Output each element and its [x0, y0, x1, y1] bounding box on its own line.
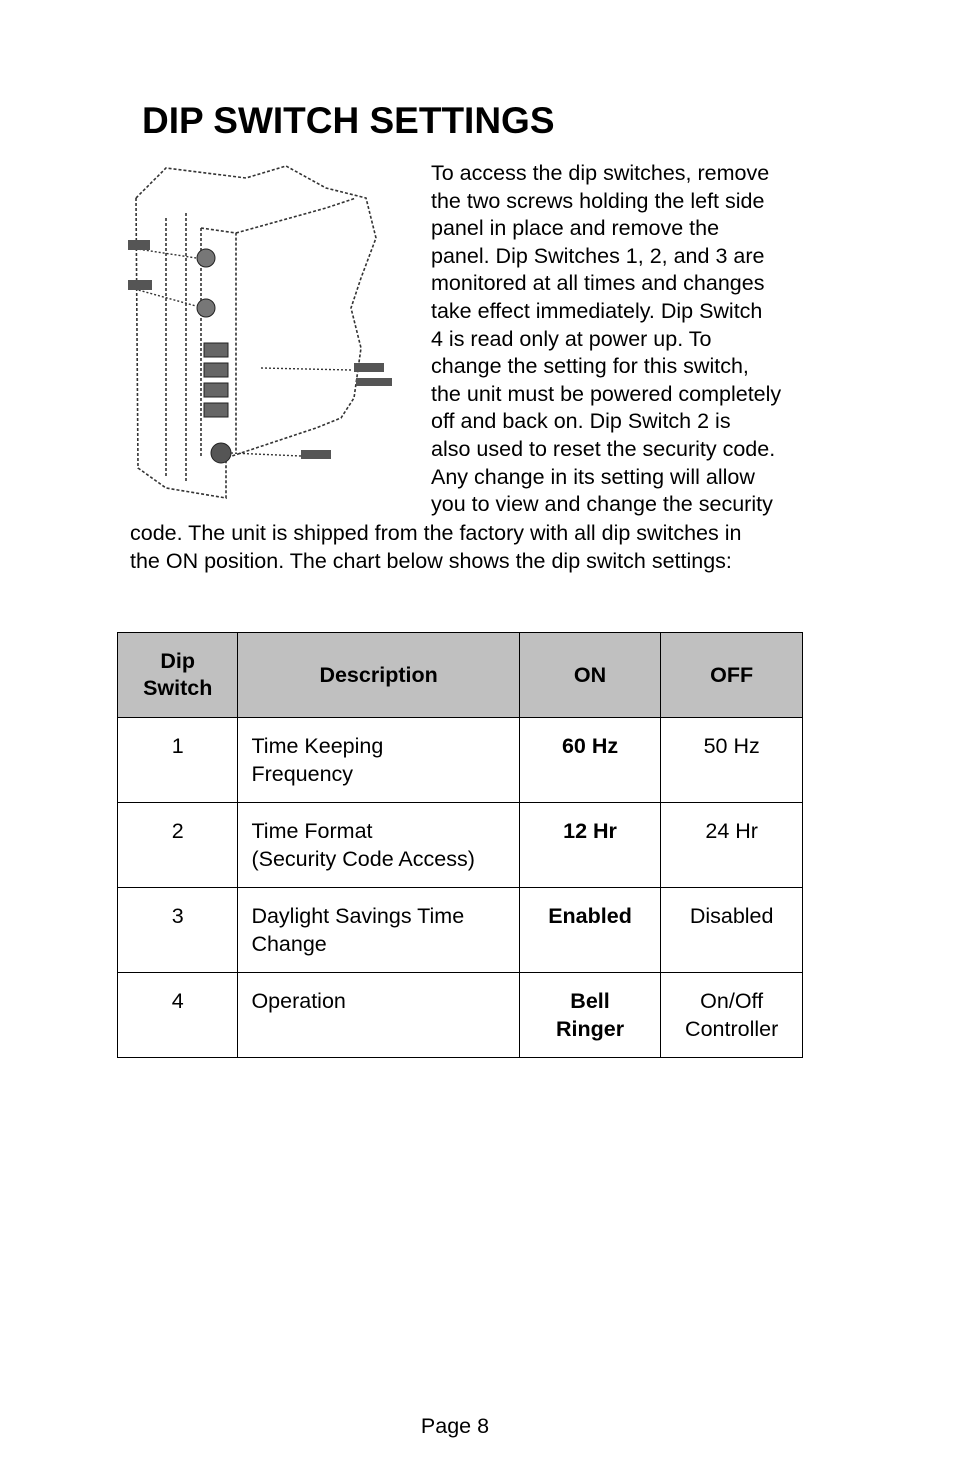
- header-off: OFF: [661, 633, 803, 718]
- cell-line: Daylight Savings Time: [251, 904, 465, 928]
- cell-line: 50 Hz: [703, 734, 760, 758]
- cell-switch-number: 2: [118, 803, 238, 888]
- cell-line: Controller: [685, 1017, 779, 1041]
- paragraph-line: the ON position. The chart below shows the dip switch settings:: [130, 548, 732, 573]
- intro-paragraph-full: [130, 520, 741, 575]
- header-dip-switch: [118, 633, 238, 718]
- cell-switch-number: 3: [118, 888, 238, 973]
- header-description: Description: [238, 633, 519, 718]
- paragraph-line: take effect immediately. Dip Switch: [431, 298, 763, 323]
- cell-line: Disabled: [689, 904, 774, 928]
- cell-line: Operation: [251, 989, 346, 1013]
- table-row: [118, 803, 803, 888]
- table-header-row: [118, 633, 803, 718]
- table-row: [118, 718, 803, 803]
- cell-line: 60 Hz: [561, 734, 619, 758]
- paragraph-line: you to view and change the security: [431, 492, 773, 517]
- cell-description: [238, 973, 519, 1058]
- cell-switch-number: 4: [118, 973, 238, 1058]
- cell-line: On/Off: [700, 989, 764, 1013]
- cell-line: Time Format: [251, 819, 373, 843]
- paragraph-line: off and back on. Dip Switch 2 is: [431, 409, 731, 434]
- cell-description: [238, 803, 519, 888]
- cell-line: Bell: [570, 989, 610, 1013]
- cell-on: [519, 803, 661, 888]
- table-row: [118, 888, 803, 973]
- dip-switch-table: [117, 632, 803, 1058]
- paragraph-line: monitored at all times and changes: [431, 271, 765, 296]
- cell-on: [519, 718, 661, 803]
- cell-description: [238, 718, 519, 803]
- cell-off: [661, 718, 803, 803]
- page-number: Page 8: [420, 1414, 490, 1438]
- header-dip-switch-line: Dip: [160, 649, 196, 673]
- header-dip-switch-line: Switch: [143, 676, 213, 700]
- cell-line: Ringer: [555, 1017, 625, 1041]
- cell-line: 12 Hr: [563, 819, 617, 843]
- paragraph-line: change the setting for this switch,: [431, 354, 749, 379]
- paragraph-line: Any change in its setting will allow: [431, 464, 755, 489]
- paragraph-line: panel. Dip Switches 1, 2, and 3 are: [431, 243, 765, 268]
- paragraph-line: 4 is read only at power up. To: [431, 326, 712, 351]
- table-row: [118, 973, 803, 1058]
- paragraph-line: the two screws holding the left side: [431, 188, 765, 213]
- intro-paragraph-right: [431, 160, 781, 519]
- cell-on: [519, 888, 661, 973]
- cell-off: [661, 973, 803, 1058]
- cell-switch-number: 1: [118, 718, 238, 803]
- paragraph-line: To access the dip switches, remove: [431, 161, 770, 185]
- cell-off: [661, 803, 803, 888]
- cell-line: Time Keeping: [251, 734, 384, 758]
- cell-line: 24 Hr: [705, 819, 758, 843]
- page-title: DIP SWITCH SETTINGS: [142, 100, 555, 141]
- paragraph-line: panel in place and remove the: [431, 216, 720, 241]
- paragraph-line: the unit must be powered completely: [431, 381, 782, 406]
- header-on: ON: [519, 633, 661, 718]
- cell-off: [661, 888, 803, 973]
- cell-line: (Security Code Access): [251, 847, 475, 871]
- cell-on: [519, 973, 661, 1058]
- cell-line: Enabled: [548, 904, 632, 928]
- dip-switch-illustration: [126, 158, 416, 508]
- cell-line: Frequency: [251, 762, 354, 786]
- paragraph-line: also used to reset the security code.: [431, 436, 776, 461]
- cell-line: Change: [251, 932, 327, 956]
- paragraph-line: code. The unit is shipped from the factory with all dip switches in: [130, 521, 742, 545]
- cell-description: [238, 888, 519, 973]
